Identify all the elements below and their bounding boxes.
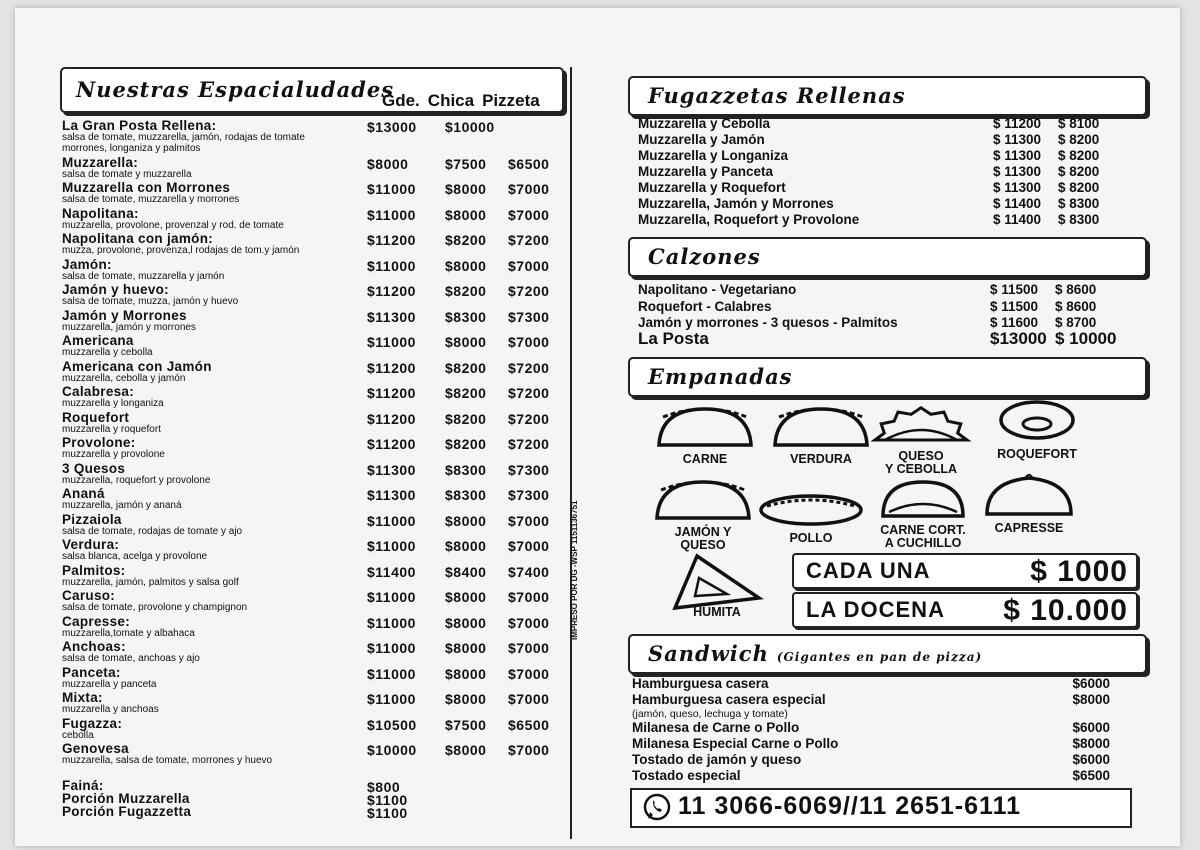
fugazzeta-item-name: Muzzarella y Panceta (638, 164, 774, 179)
calzon-item-price-small: $ 10000 (1055, 329, 1117, 348)
specialties-banner (60, 67, 564, 113)
extra-price: $800 (367, 779, 401, 795)
fugazzeta-item-price-small: $ 8200 (1058, 148, 1100, 163)
fugazzeta-item-price-small: $ 8200 (1058, 164, 1100, 179)
pizza-desc: salsa de tomate, rodajas de tomate y ajo (62, 525, 243, 537)
price-gde: $11200 (367, 385, 416, 401)
price-chica: $8000 (445, 665, 487, 682)
price-pizzeta: $6500 (508, 155, 550, 172)
pizza-item (62, 487, 567, 511)
price-chica: $8200 (445, 283, 487, 299)
empanada-label: A CUCHILLO (884, 536, 962, 550)
price-gde: $11300 (367, 461, 416, 478)
price-gde: $11300 (367, 308, 416, 325)
fugazzeta-item-price-small: $ 8300 (1058, 196, 1100, 211)
pizza-name: Pizzaiola (62, 511, 122, 527)
sandwich-price: $6000 (1072, 676, 1110, 691)
fugazzeta-item (638, 116, 1128, 132)
cada-una-price: $ 1000 (1030, 555, 1128, 588)
price-pizzeta: $7000 (508, 665, 550, 682)
price-gde: $11000 (367, 665, 416, 682)
fugazzeta-item-price-large: $ 11300 (993, 132, 1042, 147)
price-chica: $10000 (445, 119, 495, 135)
empanada-type (756, 484, 866, 545)
sandwich-desc: (jamón, queso, lechuga y tomate) (632, 708, 788, 720)
price-chica: $8200 (445, 232, 487, 248)
price-pizzeta: $7200 (508, 283, 550, 299)
price-gde: $11000 (367, 691, 416, 707)
calzon-item (638, 299, 1128, 315)
pizza-desc: muzzarella y provolone (62, 449, 165, 460)
fugazzeta-item-price-large: $ 11400 (993, 196, 1042, 211)
empanada-icon (985, 400, 1089, 444)
price-gde: $11200 (367, 410, 416, 427)
empanada-label: QUESO (680, 538, 726, 552)
pizza-desc: salsa de tomate, muzza, jamón y huevo (62, 296, 239, 307)
sandwich-price: $8000 (1072, 736, 1110, 751)
fugazzeta-item-name: Muzzarella y Roquefort (638, 180, 786, 195)
price-chica: $8300 (445, 308, 487, 325)
pizza-desc: muzza, provolone, provenza,l rodajas de tom.y jamón (62, 245, 300, 256)
phone-box (630, 788, 1132, 828)
calzon-item-price-large: $ 11500 (990, 298, 1039, 314)
printer-note: IMPRESO POR DG -WSP 1151136751 (570, 500, 579, 640)
price-chica: $8000 (445, 512, 487, 529)
empanada-type (648, 478, 758, 552)
price-gde: $10000 (367, 742, 417, 758)
sandwich-name: Milanesa de Carne o Pollo (632, 720, 800, 735)
price-chica: $8300 (445, 461, 487, 478)
pizza-desc: salsa de tomate, anchoas y ajo (62, 653, 200, 664)
calzon-item-price-large: $13000 (990, 329, 1047, 348)
pizza-item (62, 691, 567, 715)
docena-label: LA DOCENA (806, 597, 945, 622)
pizza-name: Genovesa (62, 741, 129, 756)
sandwich-item (632, 736, 1110, 752)
price-gde: $13000 (367, 119, 417, 135)
phone-number[interactable]: 11 3066-6069//11 2651-6111 (678, 792, 1021, 820)
price-gde: $11000 (367, 614, 416, 631)
pizza-name: Jamón y Morrones (62, 307, 187, 323)
pizza-name: Ananá (62, 486, 105, 501)
price-pizzeta: $7200 (508, 436, 550, 452)
empanada-label: QUESO (898, 449, 944, 463)
pizza-desc: muzzarella y cebolla (62, 347, 153, 358)
price-pizzeta: $7000 (508, 614, 550, 631)
pizza-name: Americana con Jamón (62, 358, 212, 374)
price-gde: $11200 (367, 436, 416, 452)
calzon-item-price-small: $ 8600 (1055, 282, 1097, 297)
docena-box (792, 592, 1138, 628)
pizza-item (62, 360, 567, 384)
humita-icon (669, 552, 765, 610)
empanada-label: POLLO (789, 531, 833, 545)
pizza-item (62, 258, 567, 282)
pizza-name: Muzzarella: (62, 154, 139, 170)
fugazzeta-item-price-small: $ 8200 (1058, 180, 1100, 195)
price-gde: $11300 (367, 487, 416, 503)
sandwich-subtitle: (Gigantes en pan de pizza) (776, 650, 983, 664)
empanada-type (650, 405, 760, 466)
pizza-desc: morrones, longaniza y palmitos (62, 143, 201, 154)
specialties-title: Nuestras Espacialudades (76, 77, 395, 102)
price-pizzeta: $7000 (508, 334, 550, 350)
pizza-desc: cebolla (62, 729, 94, 741)
pizza-name: Muzzarella con Morrones (62, 180, 231, 195)
empanada-type (974, 474, 1084, 535)
sandwich-price: $6500 (1072, 768, 1110, 783)
pizza-name: Napolitana con jamón: (62, 231, 214, 246)
price-chica: $8000 (445, 742, 487, 758)
sandwich-title (648, 641, 982, 666)
price-pizzeta: $7000 (508, 181, 550, 197)
pizza-item (62, 181, 567, 205)
pizza-desc: muzzarella,tomate y albahaca (62, 627, 195, 639)
price-pizzeta: $7000 (508, 512, 550, 529)
sandwich-name: Tostado de jamón y queso (632, 752, 802, 767)
price-chica: $8000 (445, 538, 487, 554)
empanadas-title: Empanadas (648, 364, 793, 389)
pizza-item (62, 232, 567, 256)
calzon-item-name: Jamón y morrones - 3 quesos - Palmitos (638, 315, 898, 330)
price-pizzeta: $7000 (508, 691, 550, 707)
fugazzeta-item (638, 180, 1128, 196)
pizza-desc: salsa de tomate, muzzarella y jamón (62, 270, 225, 282)
sandwich-price: $8000 (1072, 692, 1110, 707)
price-chica: $7500 (445, 716, 487, 733)
fugazzeta-item-name: Muzzarella y Cebolla (638, 116, 771, 131)
fugazzeta-item-price-small: $ 8300 (1058, 212, 1100, 227)
empanadas-banner (628, 357, 1147, 397)
pizza-desc: muzzarella, provolone, provenzal y rod. de tomate (62, 219, 284, 231)
pizza-desc: muzzarella, salsa de tomate, morrones y huevo (62, 755, 273, 766)
price-pizzeta: $7000 (508, 742, 550, 758)
fugazzeta-item-price-large: $ 11300 (993, 164, 1042, 179)
fugazzeta-item-price-large: $ 11400 (993, 212, 1042, 227)
fugazzetas-title: Fugazzetas Rellenas (648, 83, 906, 108)
empanada-type (868, 476, 978, 550)
pizza-item (62, 119, 567, 154)
fugazzeta-item-name: Muzzarella y Jamón (638, 132, 765, 147)
sandwich-item (632, 768, 1110, 784)
price-gde: $11400 (367, 563, 416, 580)
price-gde: $11200 (367, 283, 416, 299)
price-chica: $8200 (445, 359, 487, 376)
sandwich-price: $6000 (1072, 720, 1110, 735)
calzon-item (638, 331, 1128, 347)
price-chica: $8000 (445, 206, 487, 223)
pizza-desc: muzzarella, cebolla y jamón (62, 372, 186, 384)
price-pizzeta: $7000 (508, 206, 550, 223)
pizza-item (62, 156, 567, 180)
sandwich-item (632, 692, 1110, 720)
price-chica: $8000 (445, 334, 487, 350)
empanada-icon (769, 405, 873, 449)
pizza-item (62, 436, 567, 460)
sandwich-name: Tostado especial (632, 768, 741, 783)
fugazzeta-item (638, 164, 1128, 180)
price-gde: $11000 (367, 589, 416, 605)
pizza-item (62, 462, 567, 486)
pizza-item (62, 742, 567, 766)
price-pizzeta: $7200 (508, 232, 550, 248)
fugazzeta-item-price-large: $ 11200 (993, 116, 1042, 131)
price-pizzeta: $7000 (508, 257, 550, 274)
pizza-column (60, 67, 572, 839)
empanada-type (866, 402, 976, 476)
docena-price: $ 10.000 (1003, 594, 1128, 627)
size-pizzeta: Pizzeta (482, 91, 540, 110)
empanada-type (766, 405, 876, 466)
empanada-icon (977, 474, 1081, 518)
sandwich-name: Hamburguesa casera (632, 676, 769, 691)
sandwich-banner (628, 634, 1147, 674)
empanada-icon (871, 476, 975, 520)
extra-name: Porción Muzzarella (62, 791, 190, 806)
size-gde: Gde. (382, 91, 420, 110)
empanada-label: VERDURA (790, 452, 852, 466)
price-chica: $8300 (445, 487, 487, 503)
calzon-item-price-large: $ 11600 (990, 315, 1039, 330)
fugazzeta-item (638, 212, 1128, 228)
pizza-desc: salsa de tomate, provolone y champignon (62, 602, 248, 613)
fugazzeta-item (638, 132, 1128, 148)
empanada-label: Y CEBOLLA (885, 462, 957, 476)
fugazzeta-item (638, 196, 1128, 212)
calzon-item-name: Roquefort - Calabres (638, 298, 772, 314)
fugazzeta-item-name: Muzzarella y Longaniza (638, 148, 789, 163)
pizza-name: Roquefort (62, 409, 130, 425)
fugazzeta-item-name: Muzzarella, Roquefort y Provolone (638, 212, 860, 227)
price-gde: $11000 (367, 181, 416, 197)
pizza-name: Caruso: (62, 588, 116, 603)
pizza-name: Calabresa: (62, 384, 135, 399)
sandwich-name: Milanesa Especial Carne o Pollo (632, 736, 839, 751)
price-pizzeta: $7200 (508, 410, 550, 427)
extra-price: $1100 (367, 805, 408, 821)
pizza-item (62, 615, 567, 639)
price-gde: $11000 (367, 334, 416, 350)
pizza-item (62, 283, 567, 307)
empanada-type (982, 400, 1092, 461)
price-chica: $8400 (445, 563, 487, 580)
price-chica: $8200 (445, 385, 487, 401)
pizza-item (62, 411, 567, 435)
pizza-name: Capresse: (62, 613, 130, 629)
pizza-name: Napolitana: (62, 205, 139, 221)
size-headers (382, 91, 548, 111)
extra-name: Porción Fugazzetta (62, 804, 192, 819)
pizza-name: 3 Quesos (62, 460, 126, 476)
sandwich-price: $6000 (1072, 752, 1110, 767)
pizza-name: Jamón y huevo: (62, 282, 169, 297)
pizza-desc: salsa de tomate, muzzarella y morrones (62, 194, 240, 205)
pizza-desc: salsa de tomate, muzzarella, jamón, rodajas de tomate (62, 132, 305, 143)
price-gde: $8000 (367, 155, 409, 172)
pizza-name: Panceta: (62, 664, 121, 680)
pizza-item (62, 538, 567, 562)
price-gde: $11200 (367, 232, 416, 248)
sandwich-item (632, 752, 1110, 768)
price-pizzeta: $7300 (508, 461, 550, 478)
fugazzeta-item-price-small: $ 8100 (1058, 116, 1100, 131)
empanada-type (662, 552, 772, 619)
pizza-desc: salsa de tomate y muzzarella (62, 168, 192, 180)
fugazzeta-item (638, 148, 1128, 164)
price-chica: $8000 (445, 614, 487, 631)
empanada-label: ROQUEFORT (997, 447, 1077, 461)
pizza-desc: muzzarella y longaniza (62, 398, 164, 409)
price-pizzeta: $7000 (508, 640, 550, 656)
pizza-name: Palmitos: (62, 562, 126, 578)
pizza-item (62, 385, 567, 409)
pizza-item (62, 564, 567, 588)
pizza-desc: muzzarella, jamón, palmitos y salsa golf (62, 576, 239, 588)
pizza-desc: muzzarella, jamón y ananá (62, 500, 182, 511)
size-chica: Chica (427, 91, 475, 110)
extra-item (62, 804, 567, 821)
extra-price: $1100 (367, 792, 408, 808)
pizza-item (62, 207, 567, 231)
price-pizzeta: $7300 (508, 487, 550, 503)
fugazzeta-item-price-small: $ 8200 (1058, 132, 1100, 147)
sandwich-title-text: Sandwich (648, 641, 769, 666)
empanada-icon (869, 402, 973, 446)
empanada-label: JAMÓN Y (674, 525, 732, 539)
price-gde: $11000 (367, 206, 416, 223)
pizza-item (62, 513, 567, 537)
pizza-item (62, 334, 567, 358)
pizza-item (62, 309, 567, 333)
calzon-item-price-small: $ 8600 (1055, 298, 1097, 314)
price-chica: $8000 (445, 181, 487, 197)
whatsapp-icon (642, 792, 672, 822)
pizza-desc: salsa blanca, acelga y provolone (62, 551, 208, 562)
pizza-item (62, 589, 567, 613)
fugazzeta-item-price-large: $ 11300 (993, 180, 1042, 195)
cada-una-box (792, 553, 1138, 589)
price-pizzeta: $7200 (508, 385, 550, 401)
price-chica: $8000 (445, 640, 487, 656)
pizza-name: Jamón: (62, 256, 112, 272)
cada-una-label: CADA UNA (806, 558, 931, 583)
empanada-label: CARNE CORT. (880, 523, 966, 537)
fugazzeta-item-name: Muzzarella, Jamón y Morrones (638, 196, 834, 211)
calzones-banner (628, 237, 1147, 277)
pizza-name: Mixta: (62, 690, 103, 705)
price-chica: $8000 (445, 589, 487, 605)
price-pizzeta: $7000 (508, 538, 550, 554)
price-chica: $7500 (445, 155, 487, 172)
price-pizzeta: $7200 (508, 359, 550, 376)
price-pizzeta: $7300 (508, 308, 550, 325)
pizza-item (62, 666, 567, 690)
price-chica: $8000 (445, 257, 487, 274)
empanada-label: CAPRESSE (994, 521, 1064, 535)
pizza-desc: muzzarella y anchoas (62, 704, 159, 715)
empanada-icon (653, 405, 757, 449)
pizza-name: Americana (62, 333, 134, 348)
calzon-item-price-large: $ 11500 (990, 282, 1039, 297)
price-gde: $11000 (367, 512, 416, 529)
empanada-icon (759, 484, 863, 528)
sandwich-item (632, 676, 1110, 692)
price-gde: $11000 (367, 257, 416, 274)
pizza-desc: muzzarella, jamón y morrones (62, 321, 196, 333)
pizza-desc: muzzarella y roquefort (62, 423, 161, 435)
price-chica: $8200 (445, 436, 487, 452)
pizza-name: Fugazza: (62, 715, 123, 731)
calzones-title: Calzones (648, 244, 761, 269)
extra-name: Fainá: (62, 778, 104, 793)
pizza-item (62, 640, 567, 664)
fugazzetas-banner (628, 76, 1147, 116)
pizza-desc: muzzarella y panceta (62, 678, 157, 690)
calzon-item-price-small: $ 8700 (1055, 315, 1097, 330)
price-pizzeta: $7000 (508, 589, 550, 605)
calzon-item (638, 282, 1128, 298)
pizza-name: La Gran Posta Rellena: (62, 118, 217, 133)
price-gde: $11000 (367, 538, 416, 554)
pizza-name: Anchoas: (62, 639, 126, 654)
price-chica: $8000 (445, 691, 487, 707)
sandwich-name: Hamburguesa casera especial (632, 692, 826, 707)
price-pizzeta: $6500 (508, 716, 550, 733)
pizza-item (62, 717, 567, 741)
calzon-item-name: La Posta (638, 329, 709, 348)
empanada-label: HUMITA (693, 605, 741, 619)
calzon-item-name: Napolitano - Vegetariano (638, 282, 797, 297)
price-gde: $10500 (367, 716, 417, 733)
price-pizzeta: $7400 (508, 563, 550, 580)
pizza-name: Verdura: (62, 537, 120, 552)
sandwich-item (632, 720, 1110, 736)
price-chica: $8200 (445, 410, 487, 427)
price-gde: $11200 (367, 359, 416, 376)
pizza-name: Provolone: (62, 435, 136, 450)
price-gde: $11000 (367, 640, 416, 656)
fugazzeta-item-price-large: $ 11300 (993, 148, 1042, 163)
empanada-icon (651, 478, 755, 522)
pizza-desc: muzzarella, roquefort y provolone (62, 474, 211, 486)
empanada-label: CARNE (682, 452, 728, 466)
